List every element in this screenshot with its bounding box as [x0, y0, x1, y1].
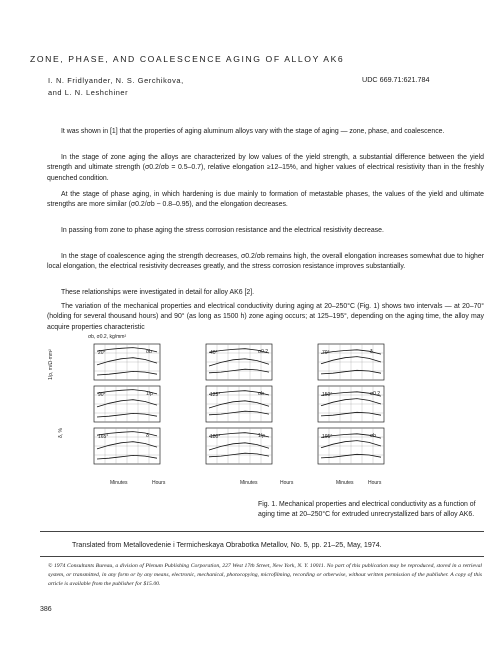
figure-axis-delta-label: δ, %: [58, 427, 64, 438]
figure-temperature-label: 40°: [210, 350, 218, 356]
figure-temperature-label: 90°: [98, 392, 106, 398]
article-title: ZONE, PHASE, AND COALESCENCE AGING OF ALLOY AK6: [30, 54, 345, 64]
page-number: 386: [40, 606, 52, 613]
paragraph-3-text: At the stage of phase aging, in which hardening is due mainly to formation of metastable phases, the values of the yield and ultimate strengths are more similar (σ0.2/σb ~ 0.8–0.95), and the elongation decreases.: [47, 191, 484, 209]
divider-top: [40, 531, 484, 532]
copyright-notice: © 1974 Consultants Bureau, a division of Plenum Publishing Corporation, 227 West 17th Street, New York, N. Y. 10011. No part of this publication may be reproduced, stored in a retrieval system, or transmitted, in any form or by any means, electronic, mechanical, photocopying, microfilming, recording or otherwise, without written permission of the publisher. A copy of this article is available from the publisher for $15.00.: [48, 563, 482, 587]
authors-line-1: I. N. Fridlyander, N. S. Gerchikova,: [48, 76, 184, 85]
figure-curve-label: σb: [258, 391, 264, 397]
figure-temperature-label: 165°: [98, 434, 109, 440]
figure-curve-label: 1/ρ: [146, 391, 154, 397]
udc-code: UDC 669.71:621.784: [362, 75, 430, 84]
figure-axis-conductivity-label: 1/ρ, m/Ω·mm²: [48, 349, 54, 380]
figure-curve-label: σ0.2: [370, 391, 381, 397]
figure-curve-label: δ: [146, 433, 149, 439]
figure-curve-label: σb: [370, 433, 376, 439]
figure-axis-top-label: σb, σ0.2, kg/mm²: [88, 334, 127, 340]
paragraph-5: [47, 252, 484, 273]
figure-temperature-label: 20°: [98, 350, 106, 356]
figure-curve-label: δ: [370, 349, 373, 355]
paragraph-2-text: In the stage of zone aging the alloys are characterized by low values of the yield strength, a substantial difference between the yield strength and ultimate strength (σ0.2/σb = 0.5–0.7), relative elongation ≥12–15%, and higher values of electrical resistivity than in the freshly quenched condition.: [47, 154, 484, 182]
figure-caption: Fig. 1. Mechanical properties and electrical conductivity as a function of aging time at 20–250°C for extruded unrecrystallized bars of alloy AK6.: [258, 501, 476, 518]
paragraph-2: [47, 153, 484, 184]
figure-temperature-label: 70°: [322, 350, 330, 356]
figure-curve-label: σ0.2: [258, 349, 269, 355]
figure-curve-label: 1/ρ: [258, 433, 266, 439]
paragraph-6: [47, 288, 484, 298]
figure-temperature-label: 180°: [210, 434, 221, 440]
figure-x-hours-2: Hours: [280, 480, 294, 486]
figure-temperature-label: 150°: [322, 392, 333, 398]
paragraph-1: [47, 127, 484, 137]
paragraph-4: [47, 226, 484, 236]
figure-x-minutes-1: Minutes: [110, 480, 128, 486]
paragraph-4-text: In passing from zone to phase aging the stress corrosion resistance and the electrical resistivity decrease.: [61, 227, 384, 234]
paragraph-5-text: In the stage of coalescence aging the strength decreases, σ0.2/σb remains high, the overall elongation increases somewhat due to higher local elongation, the electrical resistivity decreases greatly, and the stress corrosion resistance improves substantially.: [47, 253, 484, 271]
paragraph-1-text: It was shown in [1] that the properties of aging aluminum alloys vary with the stage of aging — zone, phase, and coalescence.: [61, 128, 445, 135]
figure-x-hours-1: Hours: [152, 480, 166, 486]
divider-bottom: [40, 556, 484, 557]
figure-x-minutes-2: Minutes: [240, 480, 258, 486]
authors-line-2: and L. N. Leshchiner: [48, 88, 129, 97]
figure-graphics: [40, 330, 390, 490]
figure-x-hours-3: Hours: [368, 480, 382, 486]
figure-curve-label: σb: [146, 349, 152, 355]
figure-x-minutes-3: Minutes: [336, 480, 354, 486]
authors: [48, 75, 308, 99]
paragraph-7-text: The variation of the mechanical properties and electrical conductivity during aging at 20–250°C (Fig. 1) shows two intervals — at 20–70° (holding for several thousand hours) and 90° (as long as 1500 h) zone aging occurs; at 125–195°, depending on the aging time, the alloy may acquire properties characteristic: [47, 303, 484, 331]
figure-temperature-label: 125°: [210, 392, 221, 398]
figure-1: [40, 330, 390, 490]
figure-temperature-label: 195°: [322, 434, 333, 440]
paragraph-3: [47, 190, 484, 211]
paragraph-7: [47, 302, 484, 333]
translation-note: Translated from Metallovedenie i Termicheskaya Obrabotka Metallov, No. 5, pp. 21–25, May, 1974.: [72, 541, 382, 549]
paragraph-6-text: These relationships were investigated in detail for alloy AK6 [2].: [61, 289, 255, 296]
